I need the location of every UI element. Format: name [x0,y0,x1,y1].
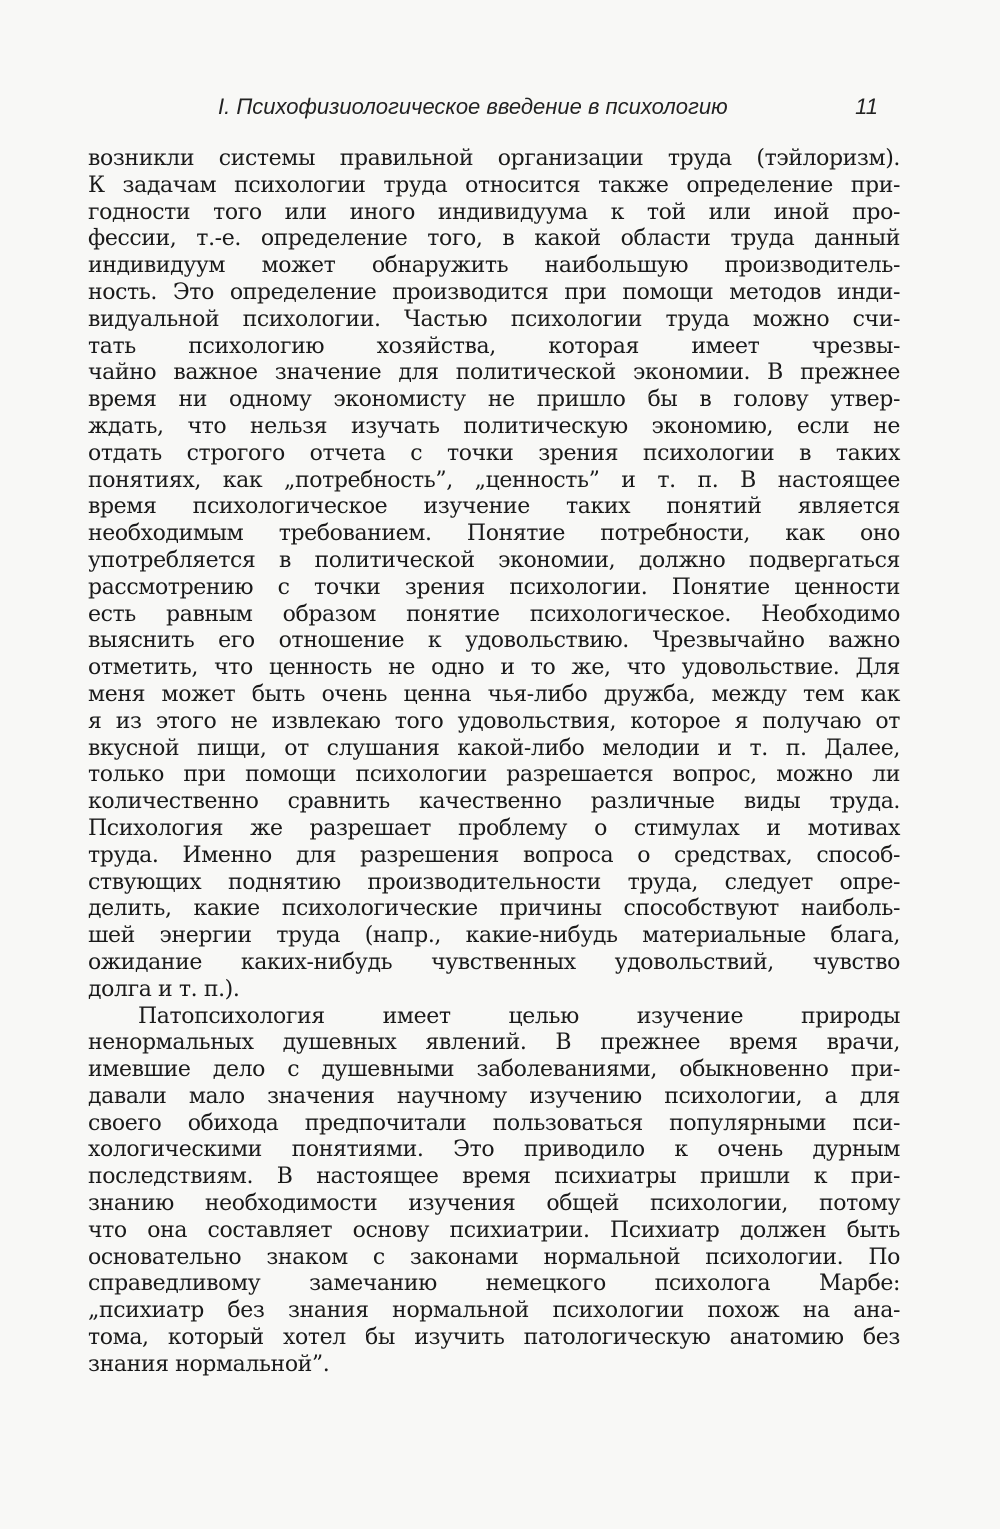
text-line: имевшие дело с душевными заболеваниями, обыкновенно при- [88,1057,900,1083]
running-header [90,94,890,130]
text-line: знания нормальной”. [88,1351,330,1377]
running-title: I. Психофизиологическое введение в психологию [218,94,728,119]
text-line: хологическими понятиями. Это приводило к очень дурным [88,1137,900,1163]
text-line: ждать, что нельзя изучать политическую экономию, если не [88,413,900,439]
text-line: тать психологию хозяйства, которая имеет чрезвы- [88,333,900,359]
page-number: 11 [855,94,878,119]
text-line: отдать строгого отчета с точки зрения психологии в таких [88,440,900,466]
text-line: рассмотрению с точки зрения психологии. Понятие ценности [88,574,900,600]
text-line: чайно важное значение для политической экономии. В прежнее [88,360,900,386]
text-line: количественно сравнить качественно различные виды труда. [88,789,900,815]
text-line: ненормальных душевных явлений. В прежнее время врачи, [88,1030,900,1056]
text-line: годности того или иного индивидуума к той или иной про- [88,199,900,225]
text-line: понятиях, как „потребность”, „ценность” и т. п. В настоящее [88,467,900,493]
text-line: ствующих поднятию производительности труда, следует опре- [88,869,900,895]
text-line: давали мало значения научному изучению психологии, а для [88,1083,900,1109]
text-line: время психологическое изучение таких понятий является [88,494,900,520]
text-line: я из этого не извлекаю того удовольствия, которое я получаю от [88,708,900,734]
text-line: время ни одному экономисту не пришло бы в голову утвер- [88,387,900,413]
text-line: меня может быть очень ценна чья-либо дружба, между тем как [88,681,900,707]
text-line: отметить, что ценность не одно и то же, что удовольствие. Для [88,655,900,681]
text-line: необходимым требованием. Понятие потребности, как оно [88,521,900,547]
text-line: Патопсихология имеет целью изучение природы [138,1003,900,1029]
text-line: возникли системы правильной организации труда (тэйлоризм). [88,146,900,171]
text-line: „психиатр без знания нормальной психологии похож на ана- [88,1298,900,1324]
text-line: индивидуум может обнаружить наибольшую производитель- [88,253,900,279]
text-line: тома, который хотел бы изучить патологическую анатомию без [88,1325,900,1351]
text-line: труда. Именно для разрешения вопроса о средствах, способ- [88,842,900,868]
text-line: ность. Это определение производится при помощи методов инди- [88,279,900,305]
text-line: долга и т. п.). [88,976,240,1002]
text-line: шей энергии труда (напр., какие-нибудь материальные блага, [88,923,900,949]
text-line: видуальной психологии. Частью психологии труда можно счи- [88,306,900,332]
text-line: только при помощи психологии разрешается вопрос, можно ли [88,762,900,788]
text-line: знанию необходимости изучения общей психологии, потому [88,1191,900,1217]
text-line: выяснить его отношение к удовольствию. Чрезвычайно важно [88,628,900,654]
text-line: что она составляет основу психиатрии. Психиатр должен быть [88,1217,900,1243]
text-line: Психология же разрешает проблему о стимулах и мотивах [88,815,900,841]
text-line: употребляется в политической экономии, должно подвергаться [88,547,900,573]
text-line: есть равным образом понятие психологическое. Необходимо [88,601,900,627]
body-text [88,146,900,1379]
text-line: последствиям. В настоящее время психиатры пришли к при- [88,1164,900,1190]
text-line: своего обихода предпочитали пользоваться популярными пси- [88,1110,900,1136]
text-line: основательно знаком с законами нормальной психологии. По [88,1244,900,1270]
text-line: справедливому замечанию немецкого психолога Марбе: [88,1271,900,1297]
text-line: вкусной пищи, от слушания какой-либо мелодии и т. п. Далее, [88,735,900,761]
text-line: фессии, т.-е. определение того, в какой области труда данный [88,226,900,252]
text-line: делить, какие психологические причины способствуют наиболь- [88,896,900,922]
text-line: ожидание каких-нибудь чувственных удовольствий, чувство [88,949,900,975]
text-line: К задачам психологии труда относится также определение при- [88,172,900,198]
